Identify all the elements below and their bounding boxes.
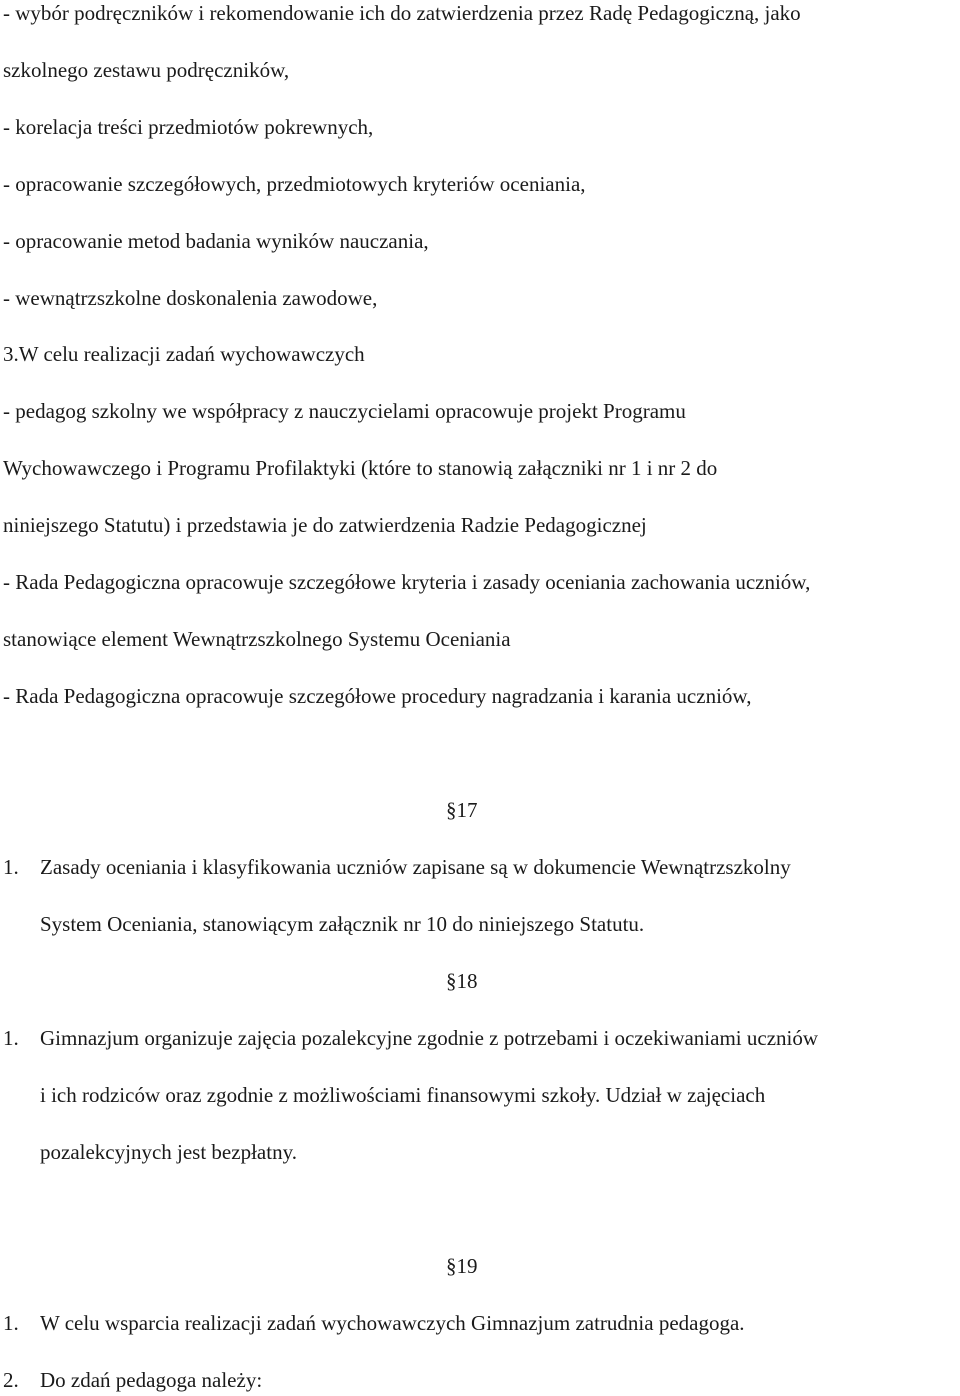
text-line: - pedagog szkolny we współpracy z nauczycielami opracowuje projekt Programu: [3, 399, 686, 423]
item-number: 1.: [3, 1311, 19, 1335]
text-line: Gimnazjum organizuje zajęcia pozalekcyjne zgodnie z potrzebami i oczekiwaniami uczniów: [40, 1026, 819, 1050]
text-line: - Rada Pedagogiczna opracowuje szczegółowe procedury nagradzania i karania uczniów,: [3, 684, 752, 708]
section-heading-18: §18: [446, 969, 478, 993]
text-line: 3.W celu realizacji zadań wychowawczych: [3, 342, 365, 366]
text-line: niniejszego Statutu) i przedstawia je do zatwierdzenia Radzie Pedagogicznej: [3, 513, 647, 537]
section-heading-19: §19: [446, 1254, 478, 1278]
text-line: stanowiące element Wewnątrzszkolnego Systemu Oceniania: [3, 627, 511, 651]
text-line: i ich rodziców oraz zgodnie z możliwościami finansowymi szkoły. Udział w zajęciach: [40, 1083, 766, 1107]
text-line: Zasady oceniania i klasyfikowania uczniów zapisane są w dokumencie Wewnątrzszkolny: [40, 855, 791, 879]
text-line: - opracowanie szczegółowych, przedmiotowych kryteriów oceniania,: [3, 172, 586, 196]
item-number: 2.: [3, 1368, 19, 1392]
text-line: - korelacja treści przedmiotów pokrewnych,: [3, 115, 374, 139]
text-line: pozalekcyjnych jest bezpłatny.: [40, 1140, 297, 1164]
item-number: 1.: [3, 1026, 19, 1050]
section-heading-17: §17: [446, 798, 478, 822]
text-line: System Oceniania, stanowiącym załącznik nr 10 do niniejszego Statutu.: [40, 912, 645, 936]
text-line: - wybór podręczników i rekomendowanie ich do zatwierdzenia przez Radę Pedagogiczną, jako: [3, 1, 801, 25]
text-line: - opracowanie metod badania wyników nauczania,: [3, 229, 429, 253]
text-line: szkolnego zestawu podręczników,: [3, 58, 290, 82]
text-line: - wewnątrzszkolne doskonalenia zawodowe,: [3, 286, 378, 310]
item-number: 1.: [3, 855, 19, 879]
text-line: Wychowawczego i Programu Profilaktyki (które to stanowią załączniki nr 1 i nr 2 do: [3, 456, 718, 480]
text-line: Do zdań pedagoga należy:: [40, 1368, 263, 1392]
text-line: - Rada Pedagogiczna opracowuje szczegółowe kryteria i zasady oceniania zachowania uczniów,: [3, 570, 811, 594]
text-line: W celu wsparcia realizacji zadań wychowawczych Gimnazjum zatrudnia pedagoga.: [40, 1311, 745, 1335]
